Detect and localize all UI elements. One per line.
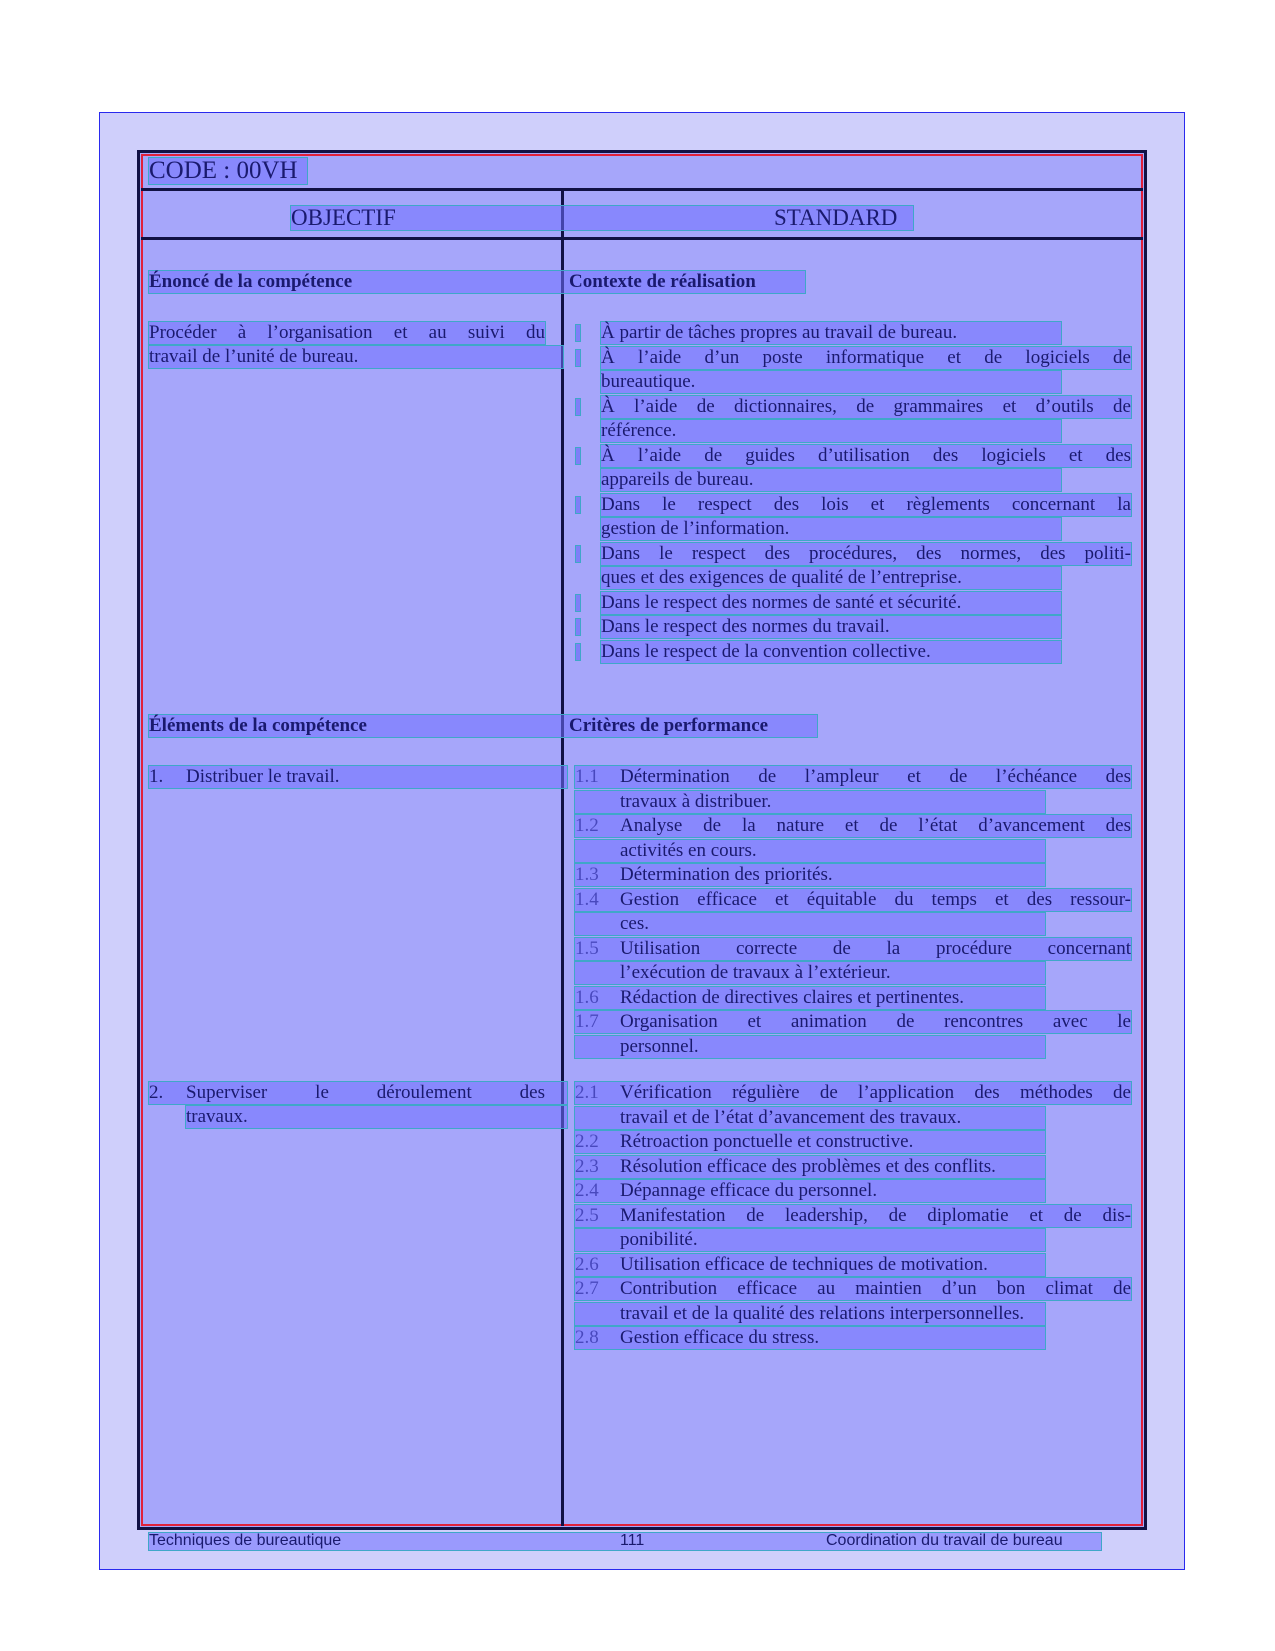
- bullet-marker: [576, 497, 580, 513]
- critere-text-line: Manifestation de leadership, de diplomatie et de dis-: [620, 1204, 1131, 1226]
- element1-text: Distribuer le travail.: [186, 766, 340, 787]
- column-divider: [561, 190, 564, 1526]
- bullet-marker: [576, 399, 580, 415]
- bullet-marker: [576, 350, 580, 366]
- critere-text-line: Vérification régulière de l’application des méthodes de: [620, 1082, 1131, 1103]
- contexte-item-line: gestion de l’information.: [601, 518, 790, 539]
- bullet-marker: [576, 644, 580, 660]
- bullet-marker: [576, 448, 580, 464]
- contexte-item-line: Dans le respect de la convention collective.: [601, 640, 931, 662]
- enonce-title: Énoncé de la compétence: [149, 271, 353, 292]
- elements-title: Éléments de la compétence: [149, 715, 367, 736]
- critere-text-line: Rétroaction ponctuelle et constructive.: [620, 1131, 914, 1152]
- contexte-item-line: référence.: [601, 420, 677, 441]
- critere-text-line: Contribution efficace au maintien d’un bon climat de: [620, 1278, 1131, 1299]
- contexte-item-line: À l’aide de guides d’utilisation des logiciels et des: [601, 444, 1131, 466]
- enonce-text-line2: travail de l’unité de bureau.: [149, 346, 359, 367]
- critere-text-line: Dépannage efficace du personnel.: [620, 1180, 878, 1201]
- critere-text-line: Analyse de la nature et de l’état d’avancement des: [620, 815, 1131, 836]
- critere-text-line: Résolution efficace des problèmes et des conflits.: [620, 1155, 996, 1177]
- critere-text-line: ces.: [620, 913, 650, 934]
- contexte-item-line: Dans le respect des normes du travail.: [601, 616, 890, 637]
- objectif-header: OBJECTIF: [291, 205, 396, 230]
- critere-text-line: Utilisation correcte de la procédure concernant: [620, 937, 1131, 959]
- bullet-marker: [576, 325, 580, 341]
- contexte-item-line: À l’aide de dictionnaires, de grammaires et d’outils de: [601, 395, 1131, 417]
- critere-text-line: travail et de la qualité des relations interpersonnelles.: [620, 1302, 1025, 1324]
- critere-text-line: personnel.: [620, 1035, 699, 1057]
- contexte-item-line: À partir de tâches propres au travail de bureau.: [601, 322, 958, 343]
- bullet-marker: [576, 595, 580, 611]
- footer-page-number: 111: [620, 1532, 645, 1549]
- contexte-item-line: Dans le respect des lois et règlements concernant la: [601, 493, 1131, 515]
- contexte-item-line: ques et des exigences de qualité de l’entreprise.: [601, 567, 962, 588]
- critere-text-line: ponibilité.: [620, 1229, 698, 1250]
- critere-text-line: Gestion efficace du stress.: [620, 1327, 820, 1348]
- contexte-item-line: appareils de bureau.: [601, 469, 754, 490]
- critere-text-line: travail et de l’état d’avancement des travaux.: [620, 1106, 962, 1128]
- enonce-text-line1: Procéder à l’organisation et au suivi du: [149, 322, 545, 343]
- critere-text-line: Détermination de l’ampleur et de l’échéance des: [620, 766, 1131, 787]
- code-label: CODE : 00VH: [149, 157, 298, 184]
- column-header-divider: [141, 237, 1143, 240]
- contexte-item-line: À l’aide d’un poste informatique et de logiciels de: [601, 346, 1131, 368]
- critere-text-line: travaux à distribuer.: [620, 790, 772, 812]
- critere-text-line: Organisation et animation de rencontres avec le: [620, 1011, 1131, 1032]
- critere-text-line: Gestion efficace et équitable du temps et des ressour-: [620, 888, 1131, 910]
- critere-text-line: Rédaction de directives claires et pertinentes.: [620, 986, 964, 1008]
- critere-text-line: l’exécution de travaux à l’extérieur.: [620, 962, 891, 983]
- contexte-title: Contexte de réalisation: [569, 271, 756, 292]
- element2-text-line1: Superviser le déroulement des: [186, 1082, 545, 1103]
- bullet-marker: [576, 619, 580, 635]
- header-divider: [141, 188, 1143, 191]
- element1-number: 1.: [149, 766, 164, 787]
- criteres-title: Critères de performance: [569, 715, 769, 736]
- contexte-item-line: Dans le respect des procédures, des normes, des politi-: [601, 542, 1131, 564]
- critere-text-line: Détermination des priorités.: [620, 864, 833, 885]
- critere-text-line: Utilisation efficace de techniques de motivation.: [620, 1253, 988, 1275]
- contexte-item-line: Dans le respect des normes de santé et sécurité.: [601, 591, 962, 613]
- bullet-marker: [576, 546, 580, 562]
- contexte-item-line: bureautique.: [601, 371, 696, 392]
- standard-header: STANDARD: [774, 205, 898, 230]
- footer-right: Coordination du travail de bureau: [826, 1532, 1063, 1549]
- element2-number: 2.: [149, 1082, 164, 1103]
- element2-text-line2: travaux.: [186, 1106, 248, 1127]
- footer-left: Techniques de bureautique: [149, 1532, 342, 1549]
- critere-text-line: activités en cours.: [620, 839, 757, 861]
